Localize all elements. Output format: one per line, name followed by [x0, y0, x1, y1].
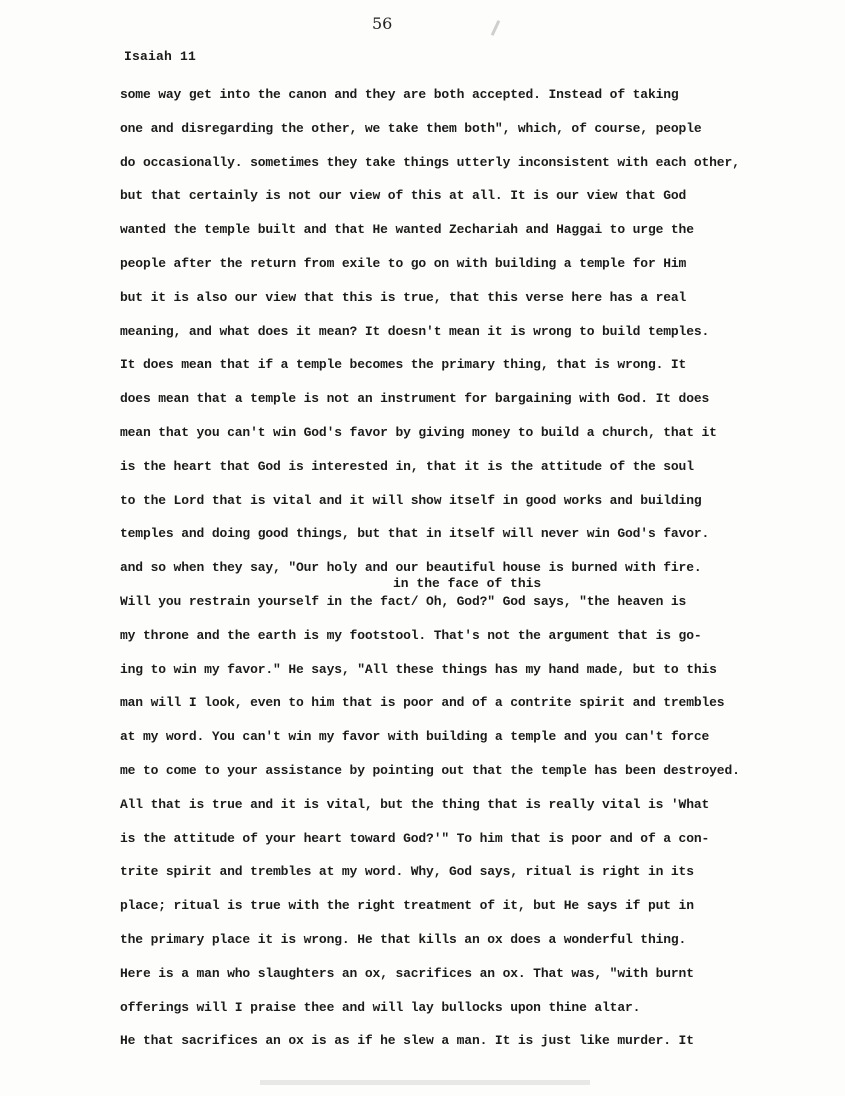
stray-pencil-mark [491, 20, 500, 36]
text-line: is the attitude of your heart toward God?'" To him that is poor and of a con- [120, 830, 710, 846]
text-line: Here is a man who slaughters an ox, sacrifices an ox. That was, "with burnt [120, 965, 694, 981]
text-line: meaning, and what does it mean? It doesn't mean it is wrong to build temples. [120, 323, 710, 339]
text-line: my throne and the earth is my footstool. That's not the argument that is go- [120, 627, 702, 643]
text-line: All that is true and it is vital, but the thing that is really vital is 'What [120, 796, 710, 812]
text-line: but it is also our view that this is true, that this verse here has a real [120, 289, 687, 305]
text-line: place; ritual is true with the right treatment of it, but He says if put in [120, 898, 694, 914]
text-line: people after the return from exile to go on with building a temple for Him [120, 255, 687, 271]
text-line: ing to win my favor." He says, "All these things has my hand made, but to this [120, 661, 717, 677]
handwritten-insertion: in the face of this [393, 576, 542, 591]
body-text [120, 78, 810, 1058]
text-line: trite spirit and trembles at my word. Why, God says, ritual is right in its [120, 864, 694, 880]
text-line: It does mean that if a temple becomes the primary thing, that is wrong. It [120, 357, 687, 373]
text-line: but that certainly is not our view of this at all. It is our view that God [120, 188, 687, 204]
text-line: the primary place it is wrong. He that kills an ox does a wonderful thing. [120, 931, 687, 947]
text-line: me to come to your assistance by pointing out that the temple has been destroyed. [120, 762, 740, 778]
text-line: some way get into the canon and they are both accepted. Instead of taking [120, 87, 679, 102]
text-line: Will you restrain yourself in the fact/ Oh, God?" God says, "the heaven is [120, 593, 687, 609]
text-line: one and disregarding the other, we take them both", which, of course, people [120, 120, 702, 136]
bottom-smudge [260, 1080, 590, 1085]
text-line: man will I look, even to him that is poor and of a contrite spirit and trembles [120, 695, 725, 711]
text-line: temples and doing good things, but that in itself will never win God's favor. [120, 526, 710, 542]
page-number: 56 [372, 14, 393, 33]
text-line: offerings will I praise thee and will lay bullocks upon thine altar. [120, 999, 641, 1015]
text-line: do occasionally. sometimes they take things utterly inconsistent with each other, [120, 154, 740, 170]
text-line: mean that you can't win God's favor by giving money to build a church, that it [120, 424, 717, 440]
text-line: to the Lord that is vital and it will show itself in good works and building [120, 492, 702, 508]
running-head: Isaiah 11 [124, 49, 197, 64]
text-line: and so when they say, "Our holy and our beautiful house is burned with fire. [120, 560, 702, 576]
text-line: does mean that a temple is not an instrument for bargaining with God. It does [120, 391, 710, 407]
text-line: wanted the temple built and that He wanted Zechariah and Haggai to urge the [120, 222, 694, 238]
text-line: He that sacrifices an ox is as if he slew a man. It is just like murder. It [120, 1033, 694, 1049]
text-line: at my word. You can't win my favor with building a temple and you can't force [120, 729, 710, 745]
text-line: is the heart that God is interested in, that it is the attitude of the soul [120, 458, 694, 474]
